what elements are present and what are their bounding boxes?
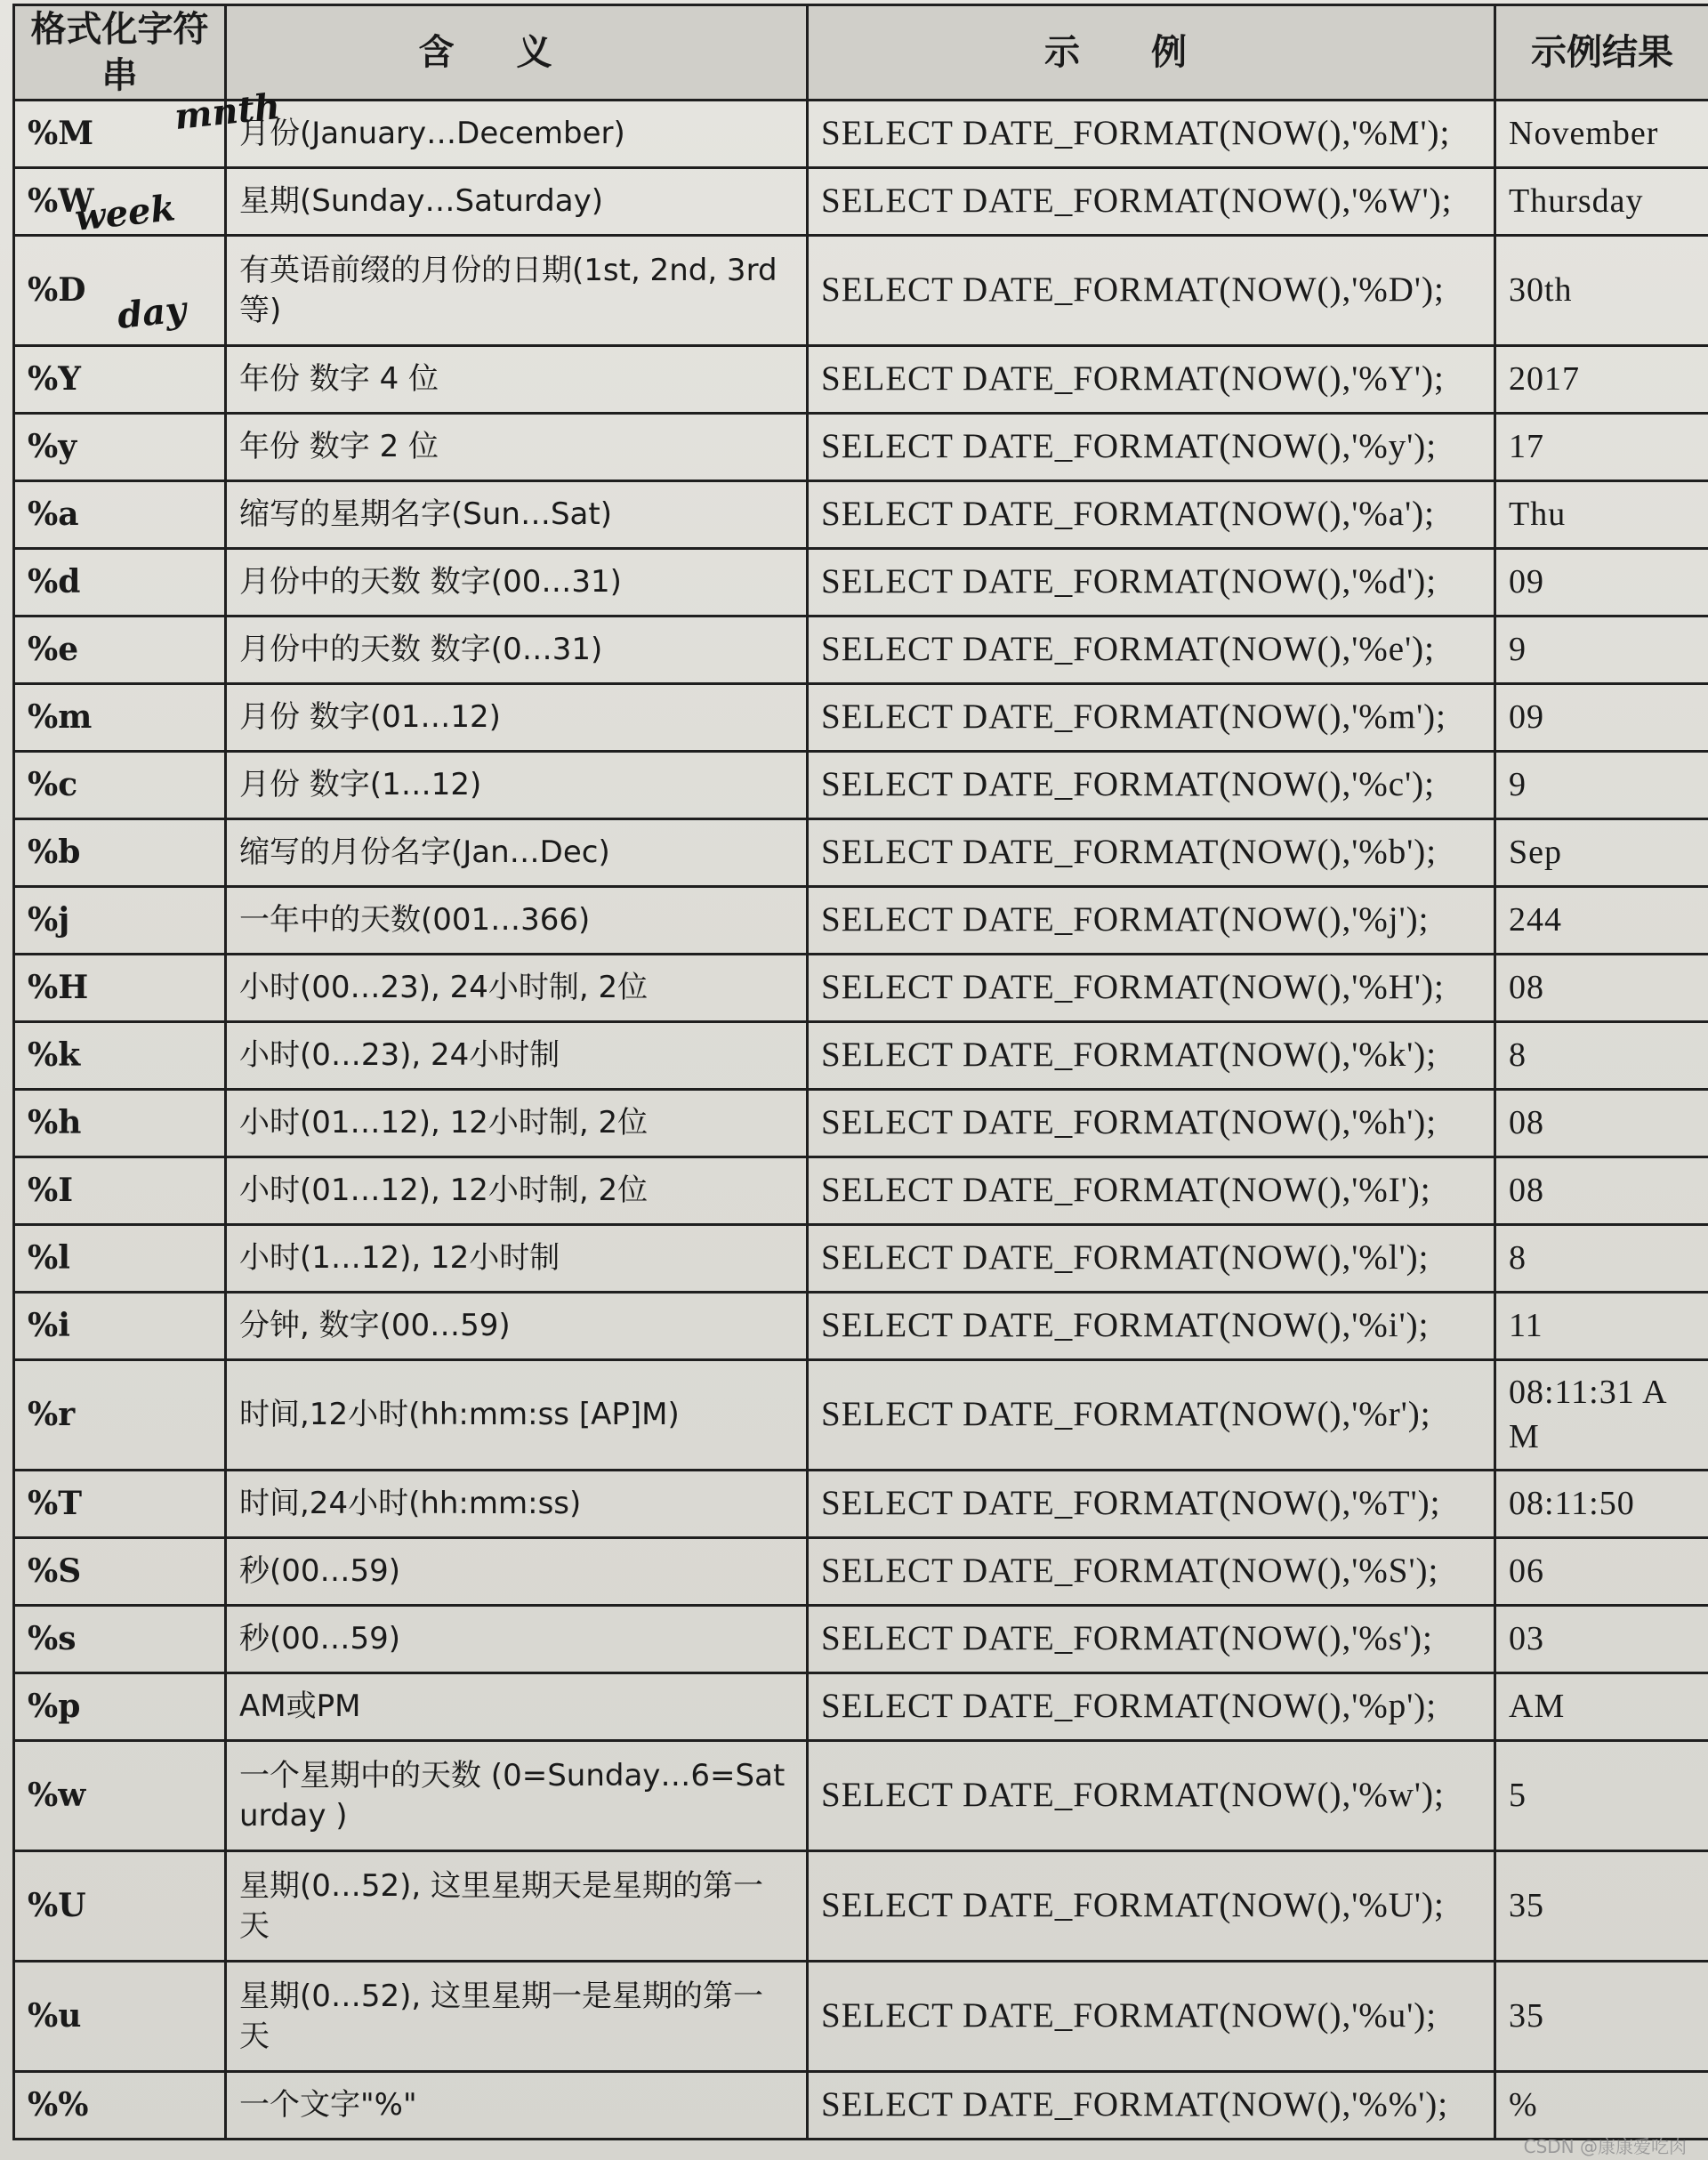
example-cell: SELECT DATE_FORMAT(NOW(),'%b');	[808, 819, 1495, 887]
result-cell: 8	[1495, 1225, 1708, 1293]
table-row	[14, 1741, 1708, 1851]
example-cell: SELECT DATE_FORMAT(NOW(),'%h');	[808, 1090, 1495, 1157]
result-cell: 5	[1495, 1741, 1708, 1851]
table-row	[14, 1293, 1708, 1360]
meaning-cell: 一个文字"%"	[226, 2072, 808, 2140]
meaning-cell: 秒(00…59)	[226, 1606, 808, 1673]
meaning-cell: 年份 数字 4 位	[226, 346, 808, 414]
result-cell: Sep	[1495, 819, 1708, 887]
table-row	[14, 168, 1708, 236]
table-row	[14, 2072, 1708, 2140]
result-cell: 08:11:31 AM	[1495, 1360, 1708, 1471]
result-cell: %	[1495, 2072, 1708, 2140]
handwritten-note-day: day	[115, 288, 189, 337]
table-row	[14, 414, 1708, 481]
meaning-cell: 月份 数字(1…12)	[226, 752, 808, 819]
meaning-cell: 小时(1…12), 12小时制	[226, 1225, 808, 1293]
example-cell: SELECT DATE_FORMAT(NOW(),'%u');	[808, 1962, 1495, 2072]
result-cell: 30th	[1495, 236, 1708, 346]
result-cell: 09	[1495, 549, 1708, 617]
result-cell: 35	[1495, 1851, 1708, 1962]
table-row	[14, 1471, 1708, 1538]
table-row	[14, 819, 1708, 887]
meaning-cell: 时间,12小时(hh:mm:ss [AP]M)	[226, 1360, 808, 1471]
format-cell: %b	[14, 819, 226, 887]
format-cell: %d	[14, 549, 226, 617]
table-row	[14, 684, 1708, 752]
meaning-cell: AM或PM	[226, 1673, 808, 1741]
example-cell: SELECT DATE_FORMAT(NOW(),'%y');	[808, 414, 1495, 481]
meaning-cell: 小时(01…12), 12小时制, 2位	[226, 1090, 808, 1157]
result-cell: 08	[1495, 955, 1708, 1022]
result-cell: Thu	[1495, 481, 1708, 549]
table-row	[14, 481, 1708, 549]
example-cell: SELECT DATE_FORMAT(NOW(),'%j');	[808, 887, 1495, 955]
format-cell: %s	[14, 1606, 226, 1673]
format-cell: %e	[14, 617, 226, 684]
format-cell: %h	[14, 1090, 226, 1157]
result-cell: 9	[1495, 617, 1708, 684]
example-cell: SELECT DATE_FORMAT(NOW(),'%e');	[808, 617, 1495, 684]
meaning-cell: 年份 数字 2 位	[226, 414, 808, 481]
table-row	[14, 1225, 1708, 1293]
format-cell: %W	[14, 168, 226, 236]
table-row	[14, 1606, 1708, 1673]
format-cell: %Y	[14, 346, 226, 414]
format-cell: %S	[14, 1538, 226, 1606]
result-cell: 08	[1495, 1090, 1708, 1157]
example-cell: SELECT DATE_FORMAT(NOW(),'%r');	[808, 1360, 1495, 1471]
format-cell: %H	[14, 955, 226, 1022]
result-cell: 11	[1495, 1293, 1708, 1360]
table-row	[14, 549, 1708, 617]
example-cell: SELECT DATE_FORMAT(NOW(),'%%');	[808, 2072, 1495, 2140]
format-cell: %m	[14, 684, 226, 752]
table-row	[14, 1673, 1708, 1741]
table-row	[14, 1538, 1708, 1606]
example-cell: SELECT DATE_FORMAT(NOW(),'%D');	[808, 236, 1495, 346]
example-cell: SELECT DATE_FORMAT(NOW(),'%c');	[808, 752, 1495, 819]
meaning-cell: 星期(Sunday…Saturday)	[226, 168, 808, 236]
meaning-cell: 缩写的月份名字(Jan…Dec)	[226, 819, 808, 887]
example-cell: SELECT DATE_FORMAT(NOW(),'%I');	[808, 1157, 1495, 1225]
example-cell: SELECT DATE_FORMAT(NOW(),'%T');	[808, 1471, 1495, 1538]
result-cell: AM	[1495, 1673, 1708, 1741]
format-cell: %l	[14, 1225, 226, 1293]
table-row	[14, 1851, 1708, 1962]
example-cell: SELECT DATE_FORMAT(NOW(),'%W');	[808, 168, 1495, 236]
format-cell: %U	[14, 1851, 226, 1962]
format-cell: %j	[14, 887, 226, 955]
meaning-cell: 一个星期中的天数 (0=Sunday…6=Saturday )	[226, 1741, 808, 1851]
table-row	[14, 236, 1708, 346]
format-cell: %r	[14, 1360, 226, 1471]
example-cell: SELECT DATE_FORMAT(NOW(),'%H');	[808, 955, 1495, 1022]
example-cell: SELECT DATE_FORMAT(NOW(),'%S');	[808, 1538, 1495, 1606]
meaning-cell: 时间,24小时(hh:mm:ss)	[226, 1471, 808, 1538]
meaning-cell: 小时(01…12), 12小时制, 2位	[226, 1157, 808, 1225]
example-cell: SELECT DATE_FORMAT(NOW(),'%w');	[808, 1741, 1495, 1851]
result-cell: 244	[1495, 887, 1708, 955]
meaning-cell: 星期(0…52), 这里星期一是星期的第一天	[226, 1962, 808, 2072]
table-row	[14, 1022, 1708, 1090]
example-cell: SELECT DATE_FORMAT(NOW(),'%M');	[808, 101, 1495, 168]
header-result: 示例结果	[1495, 5, 1708, 101]
format-cell: %D	[14, 236, 226, 346]
meaning-cell: 秒(00…59)	[226, 1538, 808, 1606]
meaning-cell: 一年中的天数(001…366)	[226, 887, 808, 955]
result-cell: 9	[1495, 752, 1708, 819]
header-format: 格式化字符串	[14, 5, 226, 101]
format-cell: %%	[14, 2072, 226, 2140]
format-cell: %T	[14, 1471, 226, 1538]
meaning-cell: 月份中的天数 数字(0…31)	[226, 617, 808, 684]
format-cell: %p	[14, 1673, 226, 1741]
format-cell: %c	[14, 752, 226, 819]
meaning-cell: 月份中的天数 数字(00…31)	[226, 549, 808, 617]
result-cell: Thursday	[1495, 168, 1708, 236]
format-cell: %a	[14, 481, 226, 549]
format-cell: %w	[14, 1741, 226, 1851]
table-row	[14, 1962, 1708, 2072]
format-cell: %M	[14, 101, 226, 168]
table-row	[14, 1360, 1708, 1471]
result-cell: 17	[1495, 414, 1708, 481]
result-cell: 08	[1495, 1157, 1708, 1225]
result-cell: 03	[1495, 1606, 1708, 1673]
example-cell: SELECT DATE_FORMAT(NOW(),'%s');	[808, 1606, 1495, 1673]
format-cell: %k	[14, 1022, 226, 1090]
table-row	[14, 1090, 1708, 1157]
example-cell: SELECT DATE_FORMAT(NOW(),'%d');	[808, 549, 1495, 617]
result-cell: November	[1495, 101, 1708, 168]
meaning-cell: 月份 数字(01…12)	[226, 684, 808, 752]
table-row	[14, 617, 1708, 684]
table-row	[14, 346, 1708, 414]
meaning-cell: 小时(00…23), 24小时制, 2位	[226, 955, 808, 1022]
table-row	[14, 887, 1708, 955]
result-cell: 06	[1495, 1538, 1708, 1606]
format-cell: %i	[14, 1293, 226, 1360]
watermark: CSDN @康康爱吃肉	[1523, 2136, 1687, 2157]
meaning-cell: 小时(0…23), 24小时制	[226, 1022, 808, 1090]
meaning-cell: 分钟, 数字(00…59)	[226, 1293, 808, 1360]
result-cell: 8	[1495, 1022, 1708, 1090]
example-cell: SELECT DATE_FORMAT(NOW(),'%m');	[808, 684, 1495, 752]
meaning-cell: 缩写的星期名字(Sun…Sat)	[226, 481, 808, 549]
format-cell: %u	[14, 1962, 226, 2072]
date-format-table	[12, 4, 1708, 2140]
example-cell: SELECT DATE_FORMAT(NOW(),'%i');	[808, 1293, 1495, 1360]
meaning-cell: 月份(January…December)	[226, 101, 808, 168]
handwritten-note-week: week	[72, 187, 178, 239]
table-row	[14, 1157, 1708, 1225]
header-example: 示例	[808, 5, 1495, 101]
example-cell: SELECT DATE_FORMAT(NOW(),'%l');	[808, 1225, 1495, 1293]
format-cell: %I	[14, 1157, 226, 1225]
meaning-cell: 星期(0…52), 这里星期天是星期的第一天	[226, 1851, 808, 1962]
result-cell: 35	[1495, 1962, 1708, 2072]
table-row	[14, 955, 1708, 1022]
example-cell: SELECT DATE_FORMAT(NOW(),'%k');	[808, 1022, 1495, 1090]
result-cell: 2017	[1495, 346, 1708, 414]
handwritten-note-month: mnth	[172, 85, 283, 139]
table-row	[14, 752, 1708, 819]
example-cell: SELECT DATE_FORMAT(NOW(),'%Y');	[808, 346, 1495, 414]
example-cell: SELECT DATE_FORMAT(NOW(),'%a');	[808, 481, 1495, 549]
meaning-cell: 有英语前缀的月份的日期(1st, 2nd, 3rd等)	[226, 236, 808, 346]
header-meaning: 含义	[226, 5, 808, 101]
table-body	[14, 101, 1708, 2140]
example-cell: SELECT DATE_FORMAT(NOW(),'%p');	[808, 1673, 1495, 1741]
format-cell: %y	[14, 414, 226, 481]
example-cell: SELECT DATE_FORMAT(NOW(),'%U');	[808, 1851, 1495, 1962]
result-cell: 08:11:50	[1495, 1471, 1708, 1538]
result-cell: 09	[1495, 684, 1708, 752]
